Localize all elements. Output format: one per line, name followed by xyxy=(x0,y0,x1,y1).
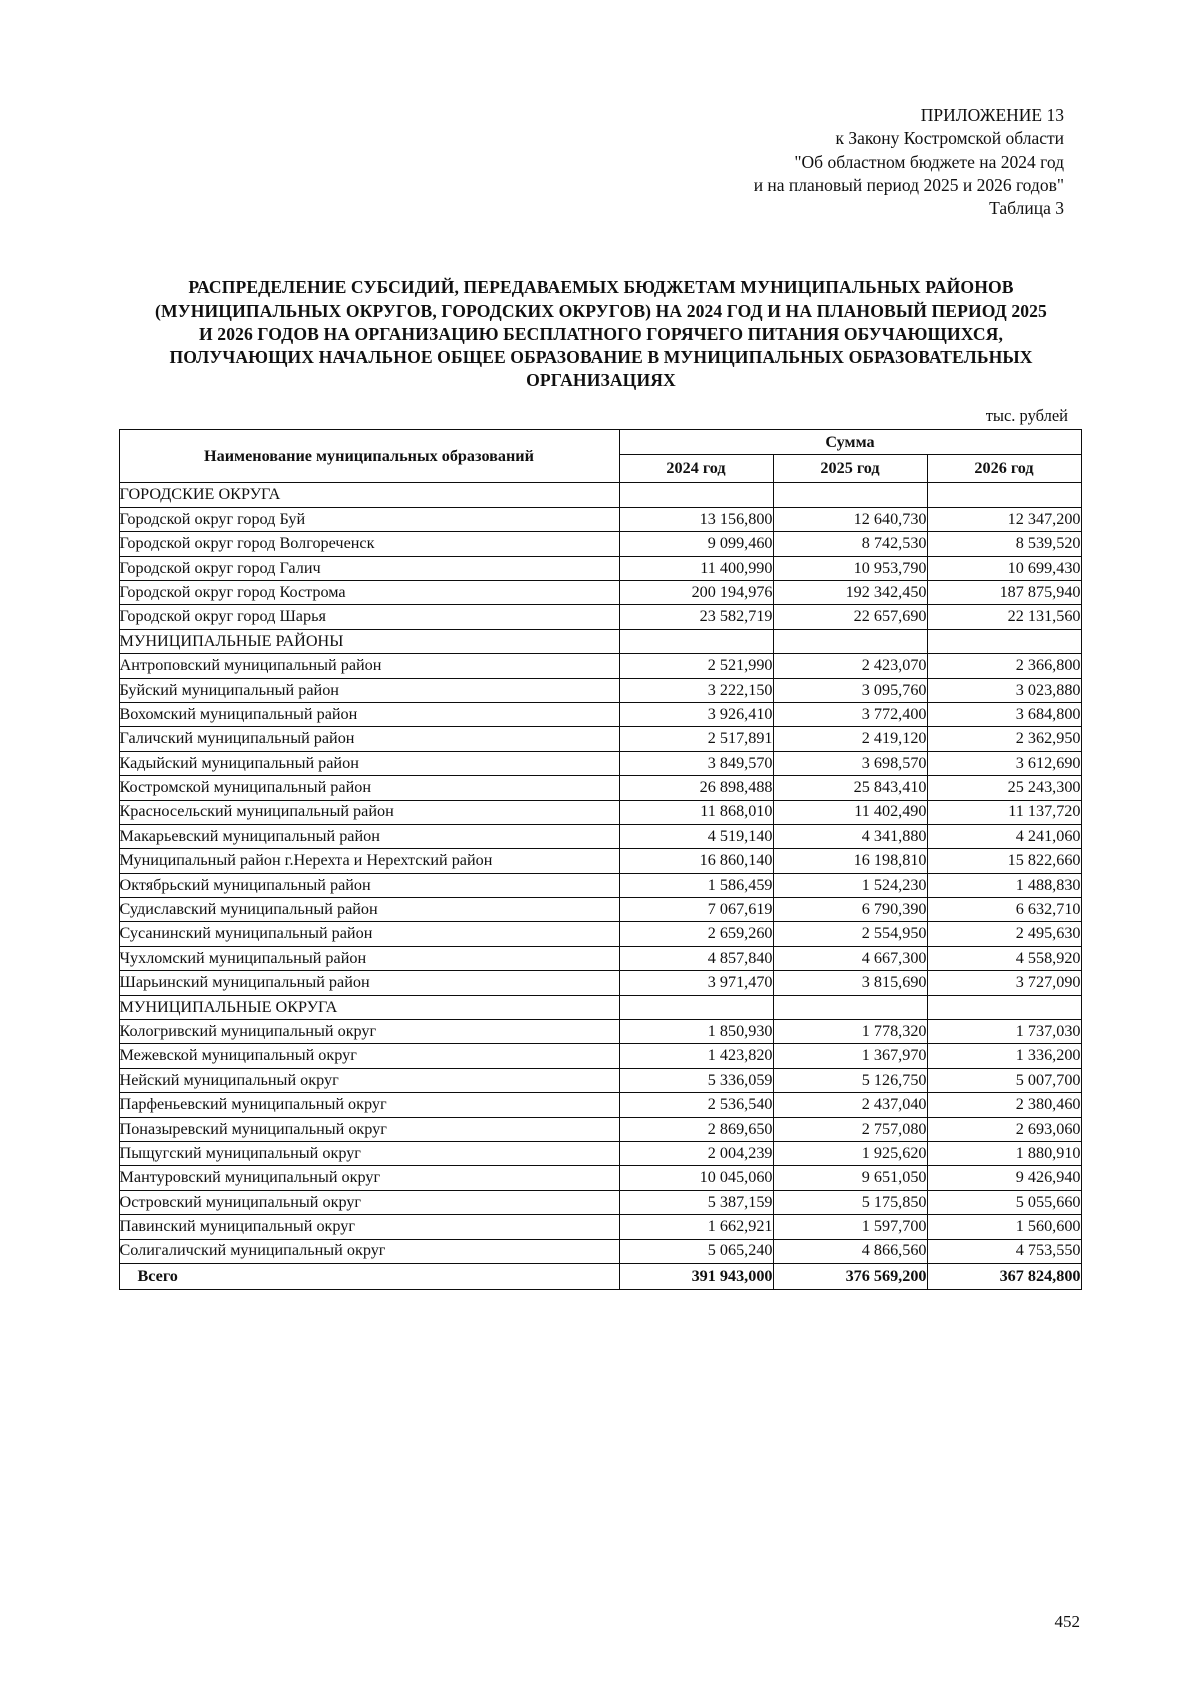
table-row xyxy=(119,776,1081,800)
cell-amount-2025-год: 3 095,760 xyxy=(773,678,927,702)
cell-amount-2025-год: 12 640,730 xyxy=(773,507,927,531)
cell-amount-2024-год xyxy=(619,483,773,507)
cell-amount-2025-год: 4 341,880 xyxy=(773,824,927,848)
cell-amount-2024-год: 7 067,619 xyxy=(619,898,773,922)
cell-amount-2024-год: 11 400,990 xyxy=(619,556,773,580)
cell-amount-2024-год: 23 582,719 xyxy=(619,605,773,629)
cell-amount-2025-год: 6 790,390 xyxy=(773,898,927,922)
cell-amount-2025-год: 2 437,040 xyxy=(773,1093,927,1117)
column-header-year-2025: 2025 год xyxy=(773,455,927,483)
cell-amount-2024-год: 2 536,540 xyxy=(619,1093,773,1117)
cell-municipality-name: МУНИЦИПАЛЬНЫЕ ОКРУГА xyxy=(119,995,619,1019)
cell-amount-2026-год: 1 488,830 xyxy=(927,873,1081,897)
cell-municipality-name: Октябрьский муниципальный район xyxy=(119,873,619,897)
cell-amount-2024-год: 5 336,059 xyxy=(619,1068,773,1092)
cell-amount-2024-год: 1 423,820 xyxy=(619,1044,773,1068)
table-head xyxy=(119,430,1081,483)
cell-amount-2024-год: 3 926,410 xyxy=(619,702,773,726)
cell-municipality-name: Межевской муниципальный округ xyxy=(119,1044,619,1068)
cell-amount-2026-год: 187 875,940 xyxy=(927,580,1081,604)
cell-amount-2024-год: 2 004,239 xyxy=(619,1141,773,1165)
cell-amount-2024-год: 10 045,060 xyxy=(619,1166,773,1190)
table-row xyxy=(119,605,1081,629)
cell-amount-2025-год: 2 423,070 xyxy=(773,654,927,678)
table-row xyxy=(119,824,1081,848)
table-row xyxy=(119,1044,1081,1068)
cell-municipality-name: Пыщугский муниципальный округ xyxy=(119,1141,619,1165)
cell-amount-2024-год: 391 943,000 xyxy=(619,1263,773,1289)
units-label: тыс. рублей xyxy=(985,406,1068,426)
cell-municipality-name: Кадыйский муниципальный район xyxy=(119,751,619,775)
cell-municipality-name: Городской округ город Буй xyxy=(119,507,619,531)
header-line-1: ПРИЛОЖЕНИЕ 13 xyxy=(920,105,1064,125)
table-body xyxy=(119,483,1081,1290)
cell-amount-2024-год: 4 857,840 xyxy=(619,946,773,970)
table-row xyxy=(119,1239,1081,1263)
table-row xyxy=(119,849,1081,873)
table-row xyxy=(119,1117,1081,1141)
cell-municipality-name: Павинский муниципальный округ xyxy=(119,1215,619,1239)
subsidies-table xyxy=(119,429,1082,1290)
cell-municipality-name: Городской округ город Галич xyxy=(119,556,619,580)
cell-amount-2025-год: 2 419,120 xyxy=(773,727,927,751)
cell-amount-2025-год: 3 698,570 xyxy=(773,751,927,775)
cell-amount-2025-год: 2 554,950 xyxy=(773,922,927,946)
table-row-group xyxy=(119,995,1081,1019)
cell-amount-2025-год: 25 843,410 xyxy=(773,776,927,800)
table-row xyxy=(119,1215,1081,1239)
cell-amount-2025-год: 1 367,970 xyxy=(773,1044,927,1068)
table-row xyxy=(119,971,1081,995)
cell-amount-2026-год: 2 362,950 xyxy=(927,727,1081,751)
cell-municipality-name: Парфеньевский муниципальный округ xyxy=(119,1093,619,1117)
column-header-year-2026: 2026 год xyxy=(927,455,1081,483)
table-row xyxy=(119,751,1081,775)
cell-municipality-name: Солигаличский муниципальный округ xyxy=(119,1239,619,1263)
cell-amount-2026-год: 2 495,630 xyxy=(927,922,1081,946)
header-line-4: и на плановый период 2025 и 2026 годов" xyxy=(753,174,1064,195)
cell-amount-2026-год: 3 684,800 xyxy=(927,702,1081,726)
header-line-2: к Закону Костромской области xyxy=(835,128,1064,149)
table-row xyxy=(119,946,1081,970)
cell-amount-2026-год: 4 753,550 xyxy=(927,1239,1081,1263)
cell-amount-2026-год: 4 558,920 xyxy=(927,946,1081,970)
table-row xyxy=(119,1190,1081,1214)
table-row-total xyxy=(119,1263,1081,1289)
cell-amount-2024-год: 200 194,976 xyxy=(619,580,773,604)
table-row xyxy=(119,800,1081,824)
cell-amount-2024-год: 11 868,010 xyxy=(619,800,773,824)
cell-amount-2025-год: 11 402,490 xyxy=(773,800,927,824)
cell-municipality-name: Судиславский муниципальный район xyxy=(119,898,619,922)
table-row xyxy=(119,654,1081,678)
cell-amount-2026-год: 10 699,430 xyxy=(927,556,1081,580)
cell-amount-2025-год: 8 742,530 xyxy=(773,532,927,556)
cell-municipality-name: Красносельский муниципальный район xyxy=(119,800,619,824)
cell-amount-2026-год: 1 336,200 xyxy=(927,1044,1081,1068)
cell-municipality-name: МУНИЦИПАЛЬНЫЕ РАЙОНЫ xyxy=(119,629,619,653)
cell-amount-2026-год: 2 693,060 xyxy=(927,1117,1081,1141)
cell-municipality-name: Городской округ город Волгореченск xyxy=(119,532,619,556)
cell-amount-2026-год: 1 880,910 xyxy=(927,1141,1081,1165)
cell-amount-2024-год: 1 850,930 xyxy=(619,1020,773,1044)
cell-amount-2026-год: 3 727,090 xyxy=(927,971,1081,995)
cell-amount-2025-год: 16 198,810 xyxy=(773,849,927,873)
cell-amount-2025-год xyxy=(773,629,927,653)
table-row xyxy=(119,898,1081,922)
cell-municipality-name: ГОРОДСКИЕ ОКРУГА xyxy=(119,483,619,507)
cell-amount-2026-год: 5 007,700 xyxy=(927,1068,1081,1092)
cell-amount-2024-год: 5 387,159 xyxy=(619,1190,773,1214)
header-line-3: "Об областном бюджете на 2024 год xyxy=(794,151,1064,172)
cell-amount-2025-год: 1 597,700 xyxy=(773,1215,927,1239)
cell-amount-2026-год: 4 241,060 xyxy=(927,824,1081,848)
table-row xyxy=(119,1093,1081,1117)
cell-amount-2024-год: 5 065,240 xyxy=(619,1239,773,1263)
cell-municipality-name: Вохомский муниципальный район xyxy=(119,702,619,726)
table-row xyxy=(119,873,1081,897)
table-row xyxy=(119,507,1081,531)
cell-amount-2024-год: 3 971,470 xyxy=(619,971,773,995)
cell-municipality-name: Сусанинский муниципальный район xyxy=(119,922,619,946)
cell-amount-2024-год: 26 898,488 xyxy=(619,776,773,800)
cell-amount-2026-год: 6 632,710 xyxy=(927,898,1081,922)
cell-amount-2025-год: 376 569,200 xyxy=(773,1263,927,1289)
cell-amount-2026-год: 22 131,560 xyxy=(927,605,1081,629)
cell-amount-2025-год xyxy=(773,995,927,1019)
cell-amount-2025-год: 10 953,790 xyxy=(773,556,927,580)
cell-amount-2024-год: 2 659,260 xyxy=(619,922,773,946)
cell-amount-2025-год: 5 126,750 xyxy=(773,1068,927,1092)
cell-municipality-name: Всего xyxy=(119,1263,619,1289)
cell-amount-2026-год: 5 055,660 xyxy=(927,1190,1081,1214)
cell-municipality-name: Городской округ город Кострома xyxy=(119,580,619,604)
cell-amount-2024-год xyxy=(619,995,773,1019)
cell-municipality-name: Костромской муниципальный район xyxy=(119,776,619,800)
cell-amount-2026-год: 367 824,800 xyxy=(927,1263,1081,1289)
cell-amount-2025-год: 5 175,850 xyxy=(773,1190,927,1214)
cell-amount-2024-год: 9 099,460 xyxy=(619,532,773,556)
cell-amount-2024-год: 2 869,650 xyxy=(619,1117,773,1141)
page-number: 452 xyxy=(1054,1612,1080,1631)
cell-amount-2026-год: 1 560,600 xyxy=(927,1215,1081,1239)
cell-amount-2025-год: 22 657,690 xyxy=(773,605,927,629)
cell-municipality-name: Мантуровский муниципальный округ xyxy=(119,1166,619,1190)
table-row xyxy=(119,702,1081,726)
cell-municipality-name: Буйский муниципальный район xyxy=(119,678,619,702)
cell-municipality-name: Городской округ город Шарья xyxy=(119,605,619,629)
cell-amount-2026-год: 9 426,940 xyxy=(927,1166,1081,1190)
cell-amount-2024-год: 3 222,150 xyxy=(619,678,773,702)
cell-amount-2024-год: 2 521,990 xyxy=(619,654,773,678)
cell-amount-2026-год: 15 822,660 xyxy=(927,849,1081,873)
cell-amount-2026-год: 2 380,460 xyxy=(927,1093,1081,1117)
cell-amount-2026-год: 3 612,690 xyxy=(927,751,1081,775)
cell-amount-2025-год: 1 778,320 xyxy=(773,1020,927,1044)
table-row xyxy=(119,1166,1081,1190)
cell-amount-2025-год: 1 524,230 xyxy=(773,873,927,897)
cell-amount-2024-год: 3 849,570 xyxy=(619,751,773,775)
cell-municipality-name: Галичский муниципальный район xyxy=(119,727,619,751)
table-row xyxy=(119,556,1081,580)
document-header xyxy=(118,104,1064,220)
cell-municipality-name: Островский муниципальный округ xyxy=(119,1190,619,1214)
cell-amount-2024-год: 1 662,921 xyxy=(619,1215,773,1239)
cell-municipality-name: Чухломский муниципальный район xyxy=(119,946,619,970)
cell-amount-2026-год xyxy=(927,483,1081,507)
column-header-sum: Сумма xyxy=(619,430,1081,455)
table-row xyxy=(119,678,1081,702)
cell-municipality-name: Поназыревский муниципальный округ xyxy=(119,1117,619,1141)
cell-amount-2025-год: 2 757,080 xyxy=(773,1117,927,1141)
cell-municipality-name: Антроповский муниципальный район xyxy=(119,654,619,678)
cell-amount-2026-год: 25 243,300 xyxy=(927,776,1081,800)
table-row-group xyxy=(119,483,1081,507)
table-row xyxy=(119,532,1081,556)
table-row xyxy=(119,922,1081,946)
cell-amount-2025-год: 1 925,620 xyxy=(773,1141,927,1165)
cell-amount-2026-год xyxy=(927,995,1081,1019)
cell-municipality-name: Макарьевский муниципальный район xyxy=(119,824,619,848)
cell-amount-2024-год: 1 586,459 xyxy=(619,873,773,897)
cell-amount-2024-год: 16 860,140 xyxy=(619,849,773,873)
cell-amount-2024-год: 2 517,891 xyxy=(619,727,773,751)
column-header-year-2024: 2024 год xyxy=(619,455,773,483)
cell-amount-2026-год: 11 137,720 xyxy=(927,800,1081,824)
cell-amount-2026-год xyxy=(927,629,1081,653)
cell-municipality-name: Кологривский муниципальный округ xyxy=(119,1020,619,1044)
column-header-name: Наименование муниципальных образований xyxy=(119,430,619,483)
table-row xyxy=(119,1141,1081,1165)
cell-amount-2025-год: 3 772,400 xyxy=(773,702,927,726)
cell-amount-2024-год xyxy=(619,629,773,653)
cell-amount-2026-год: 8 539,520 xyxy=(927,532,1081,556)
cell-amount-2026-год: 12 347,200 xyxy=(927,507,1081,531)
cell-amount-2026-год: 3 023,880 xyxy=(927,678,1081,702)
cell-amount-2025-год: 3 815,690 xyxy=(773,971,927,995)
cell-amount-2025-год: 192 342,450 xyxy=(773,580,927,604)
cell-municipality-name: Шарьинский муниципальный район xyxy=(119,971,619,995)
table-row xyxy=(119,1068,1081,1092)
cell-municipality-name: Муниципальный район г.Нерехта и Нерехтский район xyxy=(119,849,619,873)
table-row xyxy=(119,580,1081,604)
cell-amount-2026-год: 2 366,800 xyxy=(927,654,1081,678)
cell-amount-2025-год: 4 667,300 xyxy=(773,946,927,970)
cell-amount-2026-год: 1 737,030 xyxy=(927,1020,1081,1044)
table-row xyxy=(119,1020,1081,1044)
cell-amount-2025-год xyxy=(773,483,927,507)
cell-amount-2024-год: 4 519,140 xyxy=(619,824,773,848)
cell-amount-2024-год: 13 156,800 xyxy=(619,507,773,531)
cell-amount-2025-год: 4 866,560 xyxy=(773,1239,927,1263)
cell-amount-2025-год: 9 651,050 xyxy=(773,1166,927,1190)
cell-municipality-name: Нейский муниципальный округ xyxy=(119,1068,619,1092)
header-line-5: Таблица 3 xyxy=(989,198,1064,219)
page-title: РАСПРЕДЕЛЕНИЕ СУБСИДИЙ, ПЕРЕДАВАЕМЫХ БЮДЖЕТАМ МУНИЦИПАЛЬНЫХ РАЙОНОВ (МУНИЦИПАЛЬНЫХ ОКРУГОВ, ГОРОДСКИХ ОКРУГОВ) НА 2024 ГОД И НА ПЛАНОВЫЙ ПЕРИОД 2025 И 2026 ГОДОВ НА ОРГАНИЗАЦИЮ БЕСПЛАТНОГО ГОРЯЧЕГО ПИТАНИЯ ОБУЧАЮЩИХСЯ, ПОЛУЧАЮЩИХ НАЧАЛЬНОЕ ОБЩЕЕ ОБРАЗОВАНИЕ В МУНИЦИПАЛЬНЫХ ОБРАЗОВАТЕЛЬНЫХ ОРГАНИЗАЦИЯХ xyxy=(155,277,1047,391)
table-row-group xyxy=(119,629,1081,653)
table-row xyxy=(119,727,1081,751)
